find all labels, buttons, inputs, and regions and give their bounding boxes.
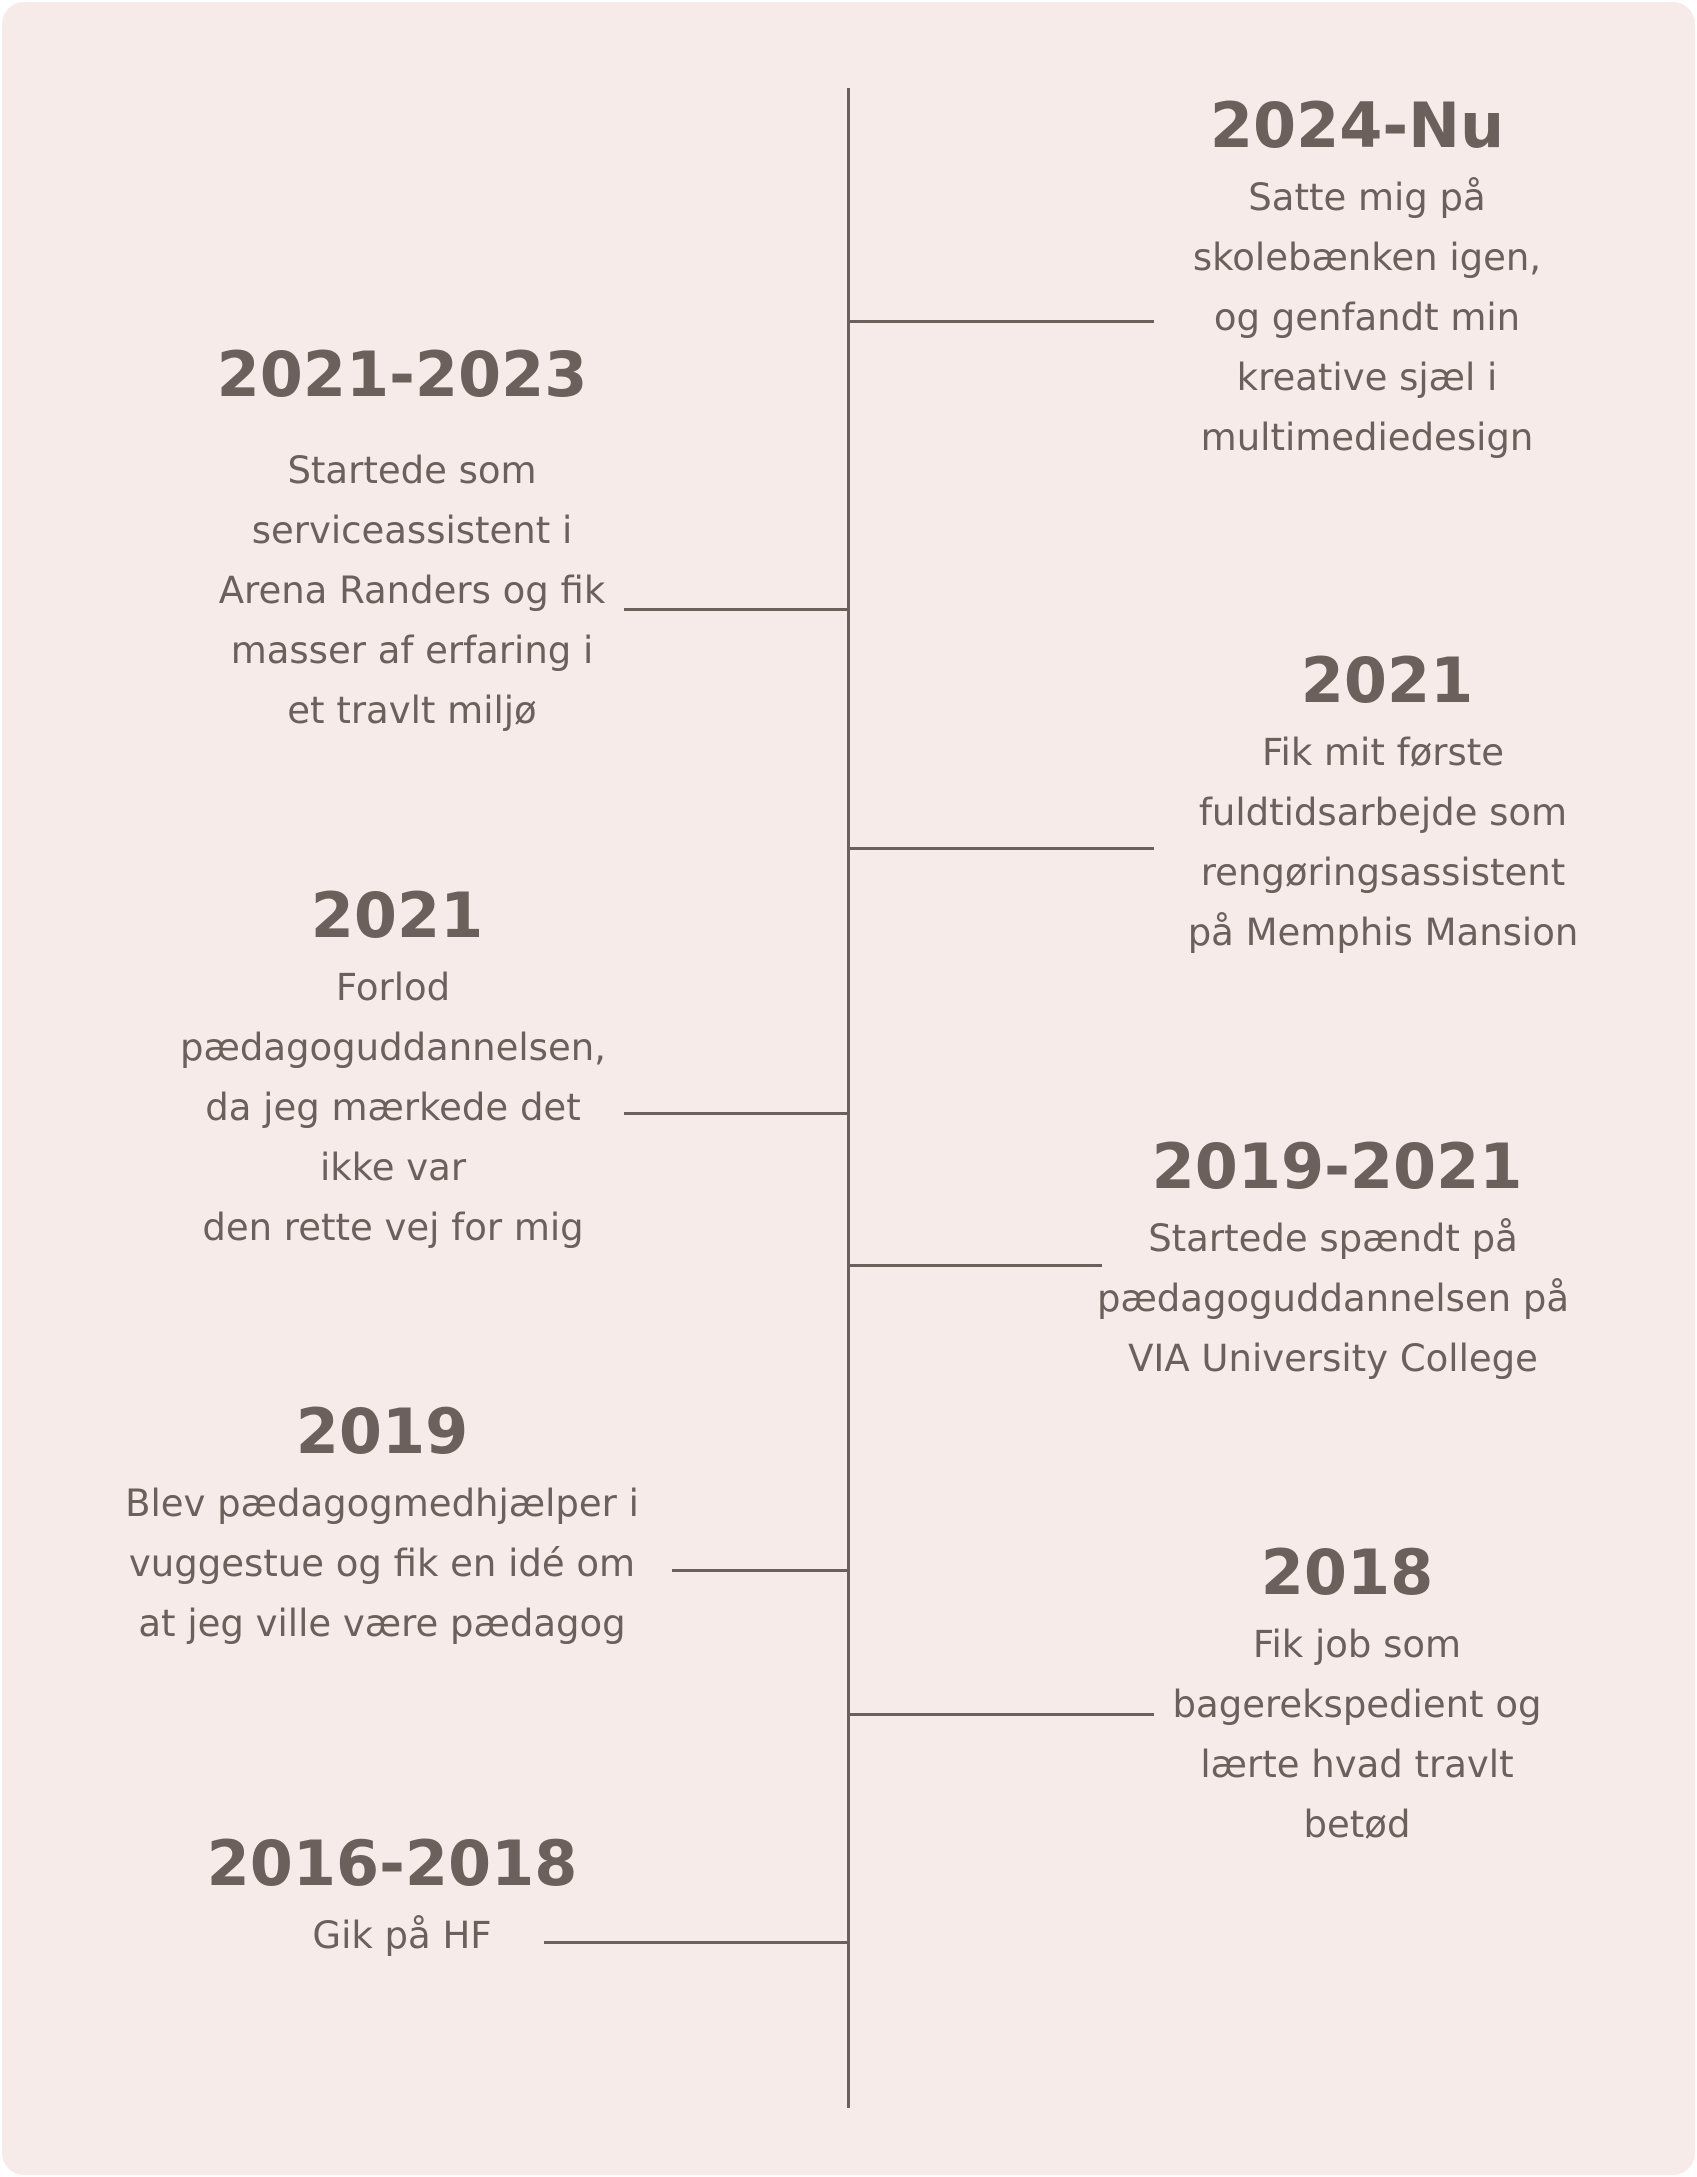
entry-description: Forlod pædagoguddannelsen, da jeg mærkede det ikke var den rette vej for mig (180, 966, 606, 1249)
timeline-entry (1047, 1535, 1647, 1855)
entry-year: 2021-2023 (216, 338, 588, 411)
entry-year: 2018 (1260, 1536, 1434, 1609)
timeline-entry (1037, 1129, 1637, 1389)
timeline-entry (97, 878, 697, 1258)
entry-description: Fik mit første fuldtidsarbejde som rengøringsassistent på Memphis Mansion (1187, 731, 1579, 954)
timeline-entry (1087, 643, 1687, 963)
entry-year: 2024-Nu (1209, 89, 1505, 162)
timeline-entry (102, 337, 702, 741)
entry-description: Startede spændt på pædagoguddannelsen på VIA University College (1096, 1217, 1570, 1380)
entry-description: Fik job som bagerekspedient og lærte hvad travlt betød (1172, 1623, 1542, 1846)
entry-description: Blev pædagogmedhjælper i vuggestue og fik en idé om at jeg ville være pædagog (125, 1482, 639, 1645)
entry-description: Satte mig på skolebænken igen, og genfandt min kreative sjæl i multimediedesign (1192, 176, 1542, 459)
timeline-entry (1057, 88, 1657, 468)
entry-description: Gik på HF (312, 1914, 492, 1957)
entry-year: 2021 (310, 879, 484, 952)
timeline-card (2, 2, 1695, 2175)
entry-year: 2021 (1300, 644, 1474, 717)
entry-year: 2019-2021 (1151, 1130, 1523, 1203)
timeline-entry (92, 1826, 692, 1966)
entry-year: 2019 (295, 1395, 469, 1468)
entry-description: Startede som serviceassistent i Arena Randers og fik masser af erfaring i et travlt miljø (218, 449, 606, 732)
connector-2019 (672, 1569, 847, 1572)
timeline-entry (82, 1394, 682, 1654)
entry-year: 2016-2018 (206, 1827, 578, 1900)
timeline-axis (847, 88, 850, 2108)
